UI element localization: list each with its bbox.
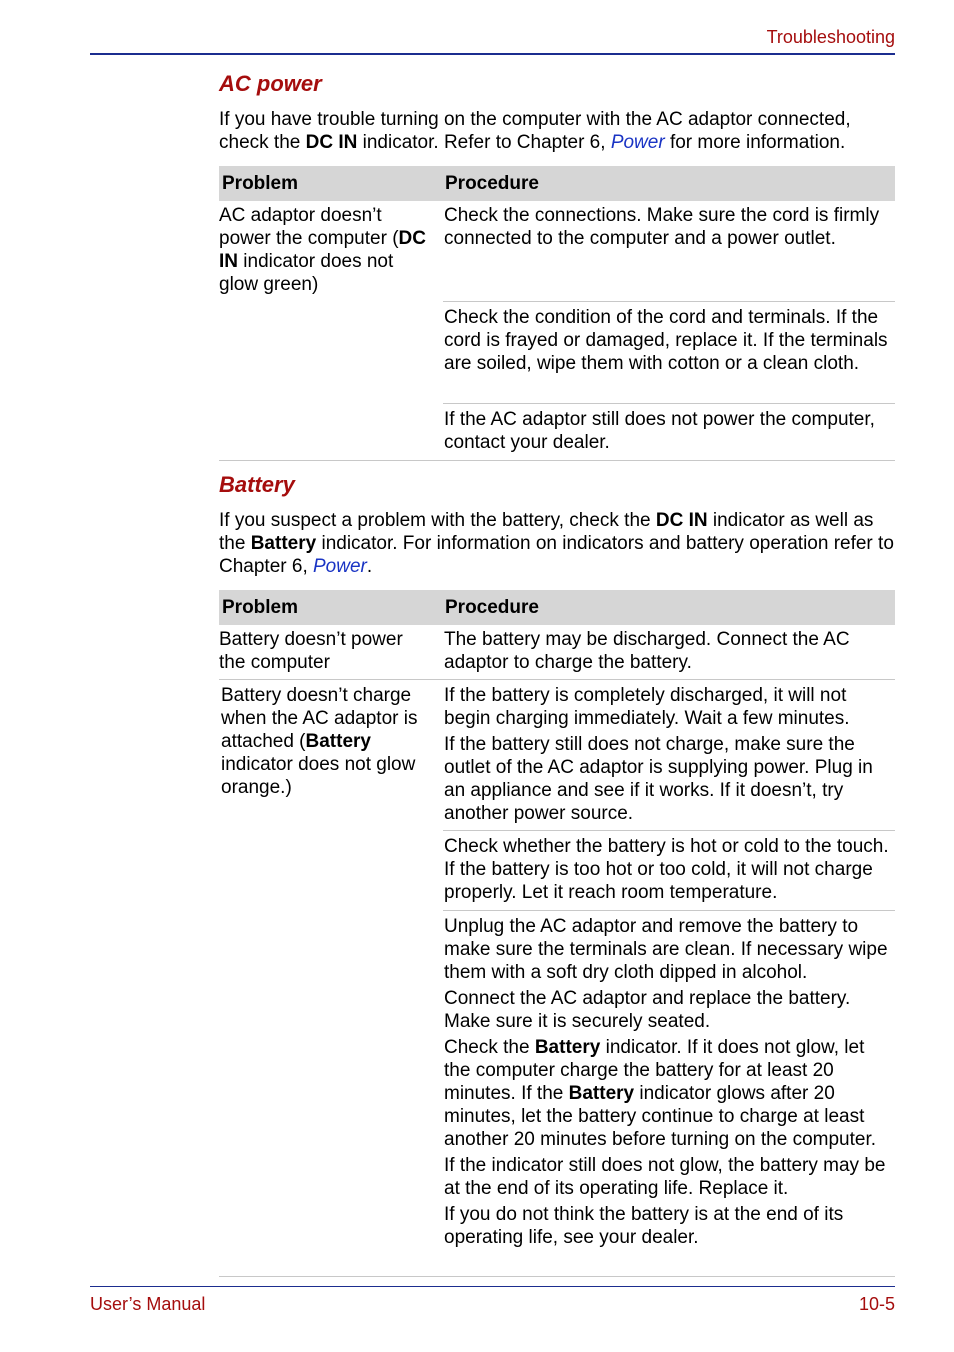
- table-header: [219, 590, 895, 625]
- power-chapter-link[interactable]: Power: [313, 556, 367, 577]
- row-divider: [443, 830, 895, 831]
- problem-cell: Battery doesn’t power the computer: [219, 629, 403, 673]
- procedure-cell: Check the condition of the cord and terminals. If the cord is frayed or damaged, replace it. If the terminals are soiled, wipe them with cotton or a clean cloth.: [444, 307, 888, 374]
- row-divider: [443, 301, 895, 302]
- procedure-cell: Check whether the battery is hot or cold to the touch. If the battery is too hot or too cold, it will not charge properly. Let it reach room temperature.: [444, 836, 889, 903]
- battery-intro-paragraph: If you suspect a problem with the battery, check the DC IN indicator as well as the Battery indicator. For information on indicators and battery operation refer to Chapter 6, Power.: [219, 510, 894, 577]
- problem-cell: AC adaptor doesn’t power the computer (DC IN indicator does not glow green): [219, 205, 426, 295]
- column-header-problem: Problem: [222, 597, 299, 618]
- page-number: 10-5: [858, 1294, 895, 1314]
- column-header-procedure: Procedure: [445, 173, 539, 194]
- procedure-cell: The battery may be discharged. Connect the AC adaptor to charge the battery.: [444, 629, 850, 673]
- table-header: [219, 166, 895, 201]
- procedure-paragraph: If you do not think the battery is at the end of its operating life, see your dealer.: [444, 1204, 844, 1248]
- header-rule: [90, 53, 895, 55]
- procedure-paragraph: If the indicator still does not glow, the battery may be at the end of its operating life. Replace it.: [444, 1155, 886, 1199]
- procedure-paragraph: If the battery still does not charge, make sure the outlet of the AC adaptor is supplying power. Plug in an appliance and see if it works. If it doesn’t, try another power source.: [444, 734, 873, 824]
- column-header-problem: Problem: [222, 173, 299, 194]
- procedure-paragraph: Connect the AC adaptor and replace the battery. Make sure it is securely seated.: [444, 988, 851, 1032]
- table-bottom-rule: [219, 460, 895, 461]
- row-divider: [443, 910, 895, 911]
- procedure-paragraph: Check the Battery indicator. If it does not glow, let the computer charge the battery for at least 20 minutes. If the Battery indicator glows after 20 minutes, let the battery continue to charge at least another 20 minutes before turning on the computer.: [444, 1037, 876, 1150]
- footer-rule: [90, 1286, 895, 1287]
- section-title-ac-power: AC power: [219, 71, 322, 96]
- row-divider: [443, 403, 895, 404]
- ac-power-table: [219, 166, 895, 462]
- procedure-cell: [444, 684, 894, 825]
- column-header-procedure: Procedure: [445, 597, 539, 618]
- power-chapter-link[interactable]: Power: [610, 132, 665, 153]
- procedure-paragraph: If the battery is completely discharged, it will not begin charging immediately. Wait a few minutes.: [444, 685, 850, 729]
- battery-table: [219, 590, 895, 1280]
- procedure-cell: If the AC adaptor still does not power the computer, contact your dealer.: [444, 409, 875, 453]
- problem-cell: Battery doesn’t charge when the AC adaptor is attached (Battery indicator does not glow orange.): [221, 685, 418, 798]
- procedure-cell: Check the connections. Make sure the cord is firmly connected to the computer and a power outlet.: [444, 205, 880, 249]
- running-header: Troubleshooting: [766, 27, 895, 47]
- footer-manual-title: User’s Manual: [90, 1294, 206, 1314]
- table-bottom-rule: [219, 1276, 895, 1277]
- ac-intro-paragraph: If you have trouble turning on the computer with the AC adaptor connected, check the DC IN indicator. Refer to Chapter 6, Power for more information.: [219, 109, 851, 153]
- row-divider: [219, 679, 895, 680]
- procedure-paragraph: Unplug the AC adaptor and remove the battery to make sure the terminals are clean. If necessary wipe them with a soft dry cloth dipped in alcohol.: [444, 916, 888, 983]
- procedure-cell: [444, 915, 894, 1249]
- section-title-battery: Battery: [219, 472, 295, 497]
